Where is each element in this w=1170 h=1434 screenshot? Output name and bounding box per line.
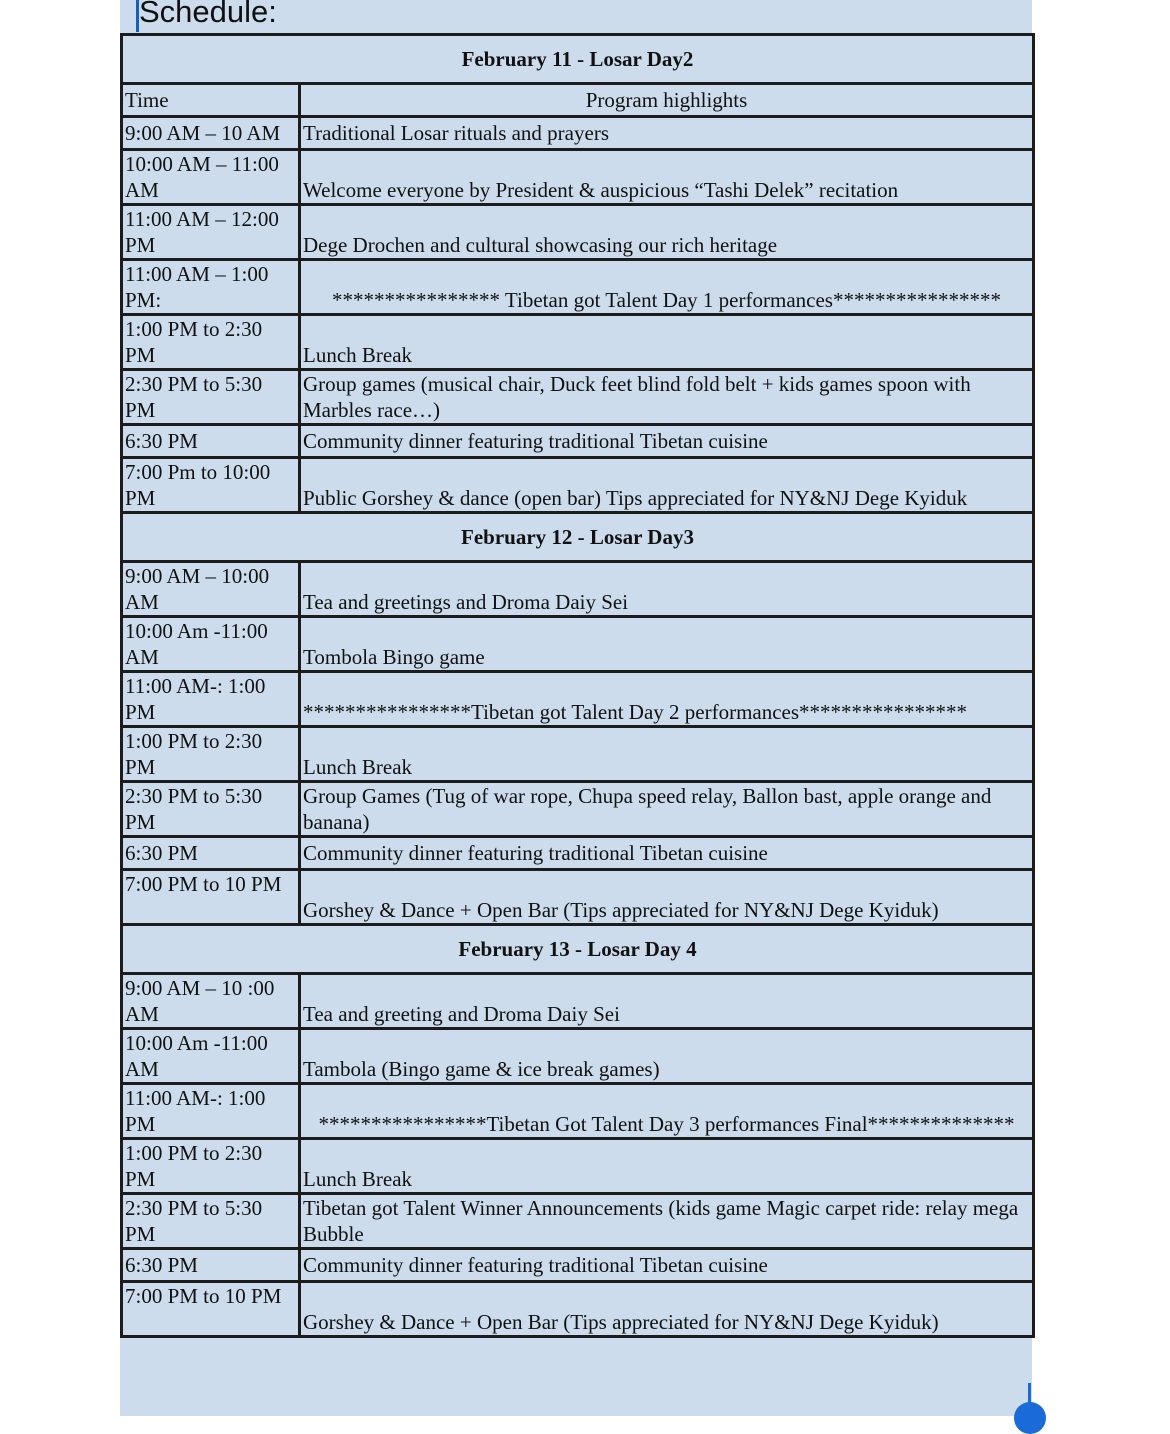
program-cell: Gorshey & Dance + Open Bar (Tips appreciated for NY&NJ Dege Kyiduk) [300, 1282, 1034, 1337]
program-cell: ****************Tibetan got Talent Day 2 performances**************** [300, 672, 1034, 727]
time-cell: 11:00 AM-: 1:00 PM [122, 672, 300, 727]
time-cell: 9:00 AM – 10 :00 AM [122, 974, 300, 1029]
time-cell: 9:00 AM – 10 AM [122, 117, 300, 150]
program-cell: Tibetan got Talent Winner Announcements (kids game Magic carpet ride: relay mega Bubble [300, 1194, 1034, 1249]
schedule-row [122, 562, 1034, 617]
program-cell: ****************Tibetan Got Talent Day 3 performances Final************** [300, 1084, 1034, 1139]
time-cell: 1:00 PM to 2:30 PM [122, 727, 300, 782]
time-cell: 1:00 PM to 2:30 PM [122, 1139, 300, 1194]
schedule-row [122, 672, 1034, 727]
time-cell: 2:30 PM to 5:30 PM [122, 1194, 300, 1249]
schedule-row [122, 150, 1034, 205]
program-cell: Gorshey & Dance + Open Bar (Tips appreciated for NY&NJ Dege Kyiduk) [300, 870, 1034, 925]
time-cell: 1:00 PM to 2:30 PM [122, 315, 300, 370]
program-cell: Public Gorshey & dance (open bar) Tips appreciated for NY&NJ Dege Kyiduk [300, 458, 1034, 513]
time-cell: 7:00 PM to 10 PM [122, 1282, 300, 1337]
schedule-row [122, 458, 1034, 513]
time-cell: 9:00 AM – 10:00 AM [122, 562, 300, 617]
schedule-row [122, 1249, 1034, 1282]
program-cell: Community dinner featuring traditional Tibetan cuisine [300, 1249, 1034, 1282]
program-column-header: Program highlights [300, 84, 1034, 117]
time-cell: 11:00 AM – 12:00 PM [122, 205, 300, 260]
program-cell: Lunch Break [300, 1139, 1034, 1194]
time-cell: 10:00 Am -11:00 AM [122, 617, 300, 672]
time-cell: 7:00 PM to 10 PM [122, 870, 300, 925]
schedule-heading: Schedule: [136, 0, 277, 32]
schedule-row [122, 425, 1034, 458]
schedule-row [122, 1194, 1034, 1249]
program-cell: Lunch Break [300, 315, 1034, 370]
day-header-row [122, 513, 1034, 562]
time-cell: 10:00 Am -11:00 AM [122, 1029, 300, 1084]
program-cell: Community dinner featuring traditional Tibetan cuisine [300, 425, 1034, 458]
schedule-row [122, 315, 1034, 370]
program-cell: Community dinner featuring traditional Tibetan cuisine [300, 837, 1034, 870]
time-cell: 2:30 PM to 5:30 PM [122, 782, 300, 837]
day-title: February 11 - Losar Day2 [122, 35, 1034, 84]
day-header-row [122, 35, 1034, 84]
program-cell: Welcome everyone by President & auspicious “Tashi Delek” recitation [300, 150, 1034, 205]
schedule-row [122, 974, 1034, 1029]
program-cell: Lunch Break [300, 727, 1034, 782]
program-cell: Dege Drochen and cultural showcasing our rich heritage [300, 205, 1034, 260]
program-cell: Tambola (Bingo game & ice break games) [300, 1029, 1034, 1084]
program-cell: Tea and greetings and Droma Daiy Sei [300, 562, 1034, 617]
day-title: February 13 - Losar Day 4 [122, 925, 1034, 974]
time-cell: 11:00 AM – 1:00 PM: [122, 260, 300, 315]
time-column-header: Time [122, 84, 300, 117]
program-cell: Traditional Losar rituals and prayers [300, 117, 1034, 150]
time-cell: 6:30 PM [122, 1249, 300, 1282]
time-cell: 6:30 PM [122, 837, 300, 870]
time-cell: 10:00 AM – 11:00 AM [122, 150, 300, 205]
program-cell: **************** Tibetan got Talent Day 1 performances**************** [300, 260, 1034, 315]
program-cell: Group games (musical chair, Duck feet blind fold belt + kids games spoon with Marbles race…) [300, 370, 1034, 425]
schedule-table [120, 33, 1035, 1338]
column-header-row [122, 84, 1034, 117]
schedule-row [122, 1139, 1034, 1194]
time-cell: 11:00 AM-: 1:00 PM [122, 1084, 300, 1139]
time-cell: 2:30 PM to 5:30 PM [122, 370, 300, 425]
schedule-row [122, 727, 1034, 782]
schedule-row [122, 617, 1034, 672]
selection-handle-icon[interactable] [1014, 1402, 1046, 1434]
schedule-row [122, 782, 1034, 837]
schedule-row [122, 205, 1034, 260]
schedule-row [122, 870, 1034, 925]
program-cell: Tea and greeting and Droma Daiy Sei [300, 974, 1034, 1029]
time-cell: 6:30 PM [122, 425, 300, 458]
time-cell: 7:00 Pm to 10:00 PM [122, 458, 300, 513]
schedule-row [122, 1029, 1034, 1084]
schedule-row [122, 1282, 1034, 1337]
day-header-row [122, 925, 1034, 974]
day-title: February 12 - Losar Day3 [122, 513, 1034, 562]
schedule-row [122, 370, 1034, 425]
schedule-row [122, 837, 1034, 870]
schedule-row [122, 1084, 1034, 1139]
schedule-row [122, 260, 1034, 315]
program-cell: Group Games (Tug of war rope, Chupa speed relay, Ballon bast, apple orange and banana) [300, 782, 1034, 837]
schedule-row [122, 117, 1034, 150]
program-cell: Tombola Bingo game [300, 617, 1034, 672]
